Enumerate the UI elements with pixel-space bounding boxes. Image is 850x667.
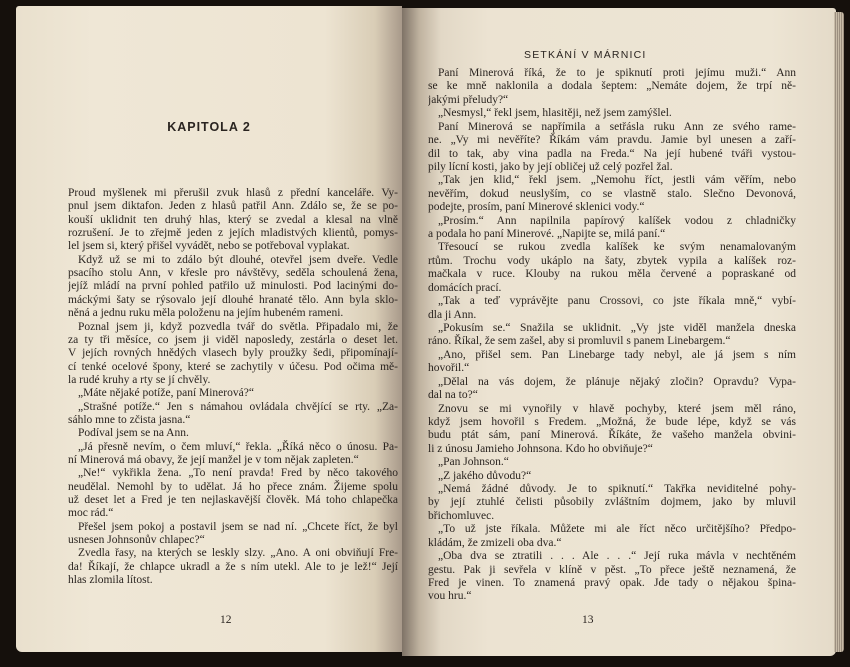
text-line: ne. „Vy mi nevěříte? Říkám vám pravdu. Jamie byl unesen a zaří- — [428, 134, 796, 147]
text-line: li z únosu Jamieho Johnsona. Kdo ho obviňuje?“ — [428, 442, 653, 455]
text-line: kouší uklidnit ten druhý hlas, který se zvedal a klesal na vlně — [68, 213, 398, 226]
text-line: Podíval jsem se na Ann. — [78, 427, 189, 440]
text-line: a podala ho paní Minerové. „Napijte se, milá paní.“ — [428, 228, 666, 241]
text-line: „Nemá žádné důvody. Je to spiknutí.“ Takřka neviditelné pohy- — [438, 483, 796, 496]
text-line: pnul jsem diktafon. Jeden z hlasů patřil Ann. Zdálo se, že se po- — [68, 200, 398, 213]
text-line: už deset let a Fred je ten nejlaskavější člověk. Má toho chlapečka — [68, 494, 398, 507]
text-line: neudělal. Nemohl by to udělat. Já ho přece znám. Žijeme spolu — [68, 480, 398, 493]
text-line: dla ji Ann. — [428, 308, 477, 321]
text-line: lel jsem si, který přišel vyvádět, nebo se potřeboval vyplakat. — [68, 240, 350, 253]
text-line: Paní Minerová říká, že to je spiknutí proti jejímu muži.“ Ann — [438, 67, 796, 79]
text-line: Proud myšlenek mi přerušil zvuk hlasů z přední kanceláře. Vy- — [68, 187, 398, 199]
text-line: „Dělal na vás dojem, že plánuje nějaký zločin? Opravdu? Vypa- — [438, 375, 796, 388]
text-line: jakými přeludy?“ — [428, 93, 509, 106]
text-line: „Strašné potíže.“ Jen s námahou ovládala chvějící se rty. „Za- — [78, 400, 398, 413]
text-line: „Ano, přišel sem. Pan Linebarge tady nebyl, ale já jsem s ním — [438, 348, 796, 361]
text-line: Paní Minerová se napřímila a setřásla ruku Ann ze svého rame- — [438, 120, 796, 133]
text-line: „Oba dva se ztratili . . . Ale . . .“ Její ruka mávla v nechtěném — [438, 550, 796, 563]
page-number-left: 12 — [220, 614, 232, 626]
text-line: „Ne!“ vykřikla žena. „To není pravda! Fred by něco takového — [78, 467, 398, 480]
text-line: gestu. Pak ji sevřela v klíně v pěst. „To přece ještě neznamená, že — [428, 563, 796, 576]
page-number-right: 13 — [582, 614, 594, 626]
text-line: mačkala v ruce. Klouby na rukou měla červené a popraskané od — [428, 268, 796, 281]
text-line: za ty tři měsíce, co jsem ji viděl naposledy, zestárla o deset let. — [68, 333, 398, 346]
text-line: „To už jste říkala. Můžete mi ale říct něco určitějšího? Předpo- — [438, 523, 796, 536]
text-line: Znovu se mi vynořily v hlavě pochyby, které jsem měl ráno, — [438, 402, 796, 415]
text-line: „Pan Johnson.“ — [438, 456, 509, 469]
text-line: rtům. Trochu vody ukáplo na šaty, zbytek vypila a kalíšek roz- — [428, 254, 796, 267]
text-line: la rudé kruhy a rty se jí chvěly. — [68, 373, 211, 386]
text-line: „Tak jen klid,“ řekl jsem. „Nemohu říct, jestli vám věřím, nebo — [438, 174, 796, 187]
text-line: Fred je vinen. To znamená pravý opak. Jde tady o nějakou špina- — [428, 576, 796, 589]
text-line: vou hru.“ — [428, 590, 472, 603]
text-line: pily lícní kosti, jako by její obličej už celý pozřel žal. — [428, 160, 673, 173]
left-page — [16, 6, 402, 652]
text-line: domácích prací. — [428, 281, 502, 294]
text-line: břichomluvec. — [428, 509, 495, 522]
text-line: Přešel jsem pokoj a postavil jsem se nad ní. „Chcete říct, že byl — [78, 520, 398, 533]
text-line: Třesoucí se rukou zvedla kalíšek ke svým nenamalovaným — [438, 241, 796, 254]
text-line: „Nesmysl,“ řekl jsem, hlasitěji, než jsem zamýšlel. — [438, 107, 672, 120]
text-line: máckými šaty se rýsovalo její dlouhé hranaté tělo. Ann byla sklo- — [68, 293, 398, 306]
text-line: rozrušení. Je to zřejmě jeden z jejích mladistvých klientů, pomys- — [68, 227, 398, 240]
text-line: Když už se mi to zdálo být dlouhé, otevřel jsem dveře. Vedle — [78, 253, 398, 266]
text-line: se ke mně naklonila a dodala šeptem: „Nemáte dojem, že trpí ně- — [428, 80, 796, 93]
text-line: budu ptát sám, paní Minerová. Říkáte, že vašeho manžela obvini- — [428, 429, 796, 442]
text-line: „Prosím.“ Ann napilnila papírový kalíšek vodou z chladničky — [438, 214, 796, 227]
text-line: moc rád.“ — [68, 507, 114, 520]
text-line: něná a jednu ruku měla položenu na jejím hubeném rameni. — [68, 307, 344, 320]
chapter-title: KAPITOLA 2 — [167, 120, 251, 134]
text-line: usnesen Johnsonův chlapec?“ — [68, 534, 205, 547]
text-line: jejíž mládí na první pohled patřilo už minulosti. Pod lacinými do- — [68, 280, 398, 293]
text-line: sáhlo mne to zčista jasna.“ — [68, 413, 191, 426]
text-line: nevěřím, dokud neuslyším, co se vlastně stalo. Slečno Devonová, — [428, 187, 796, 200]
text-line: ní Minerová má obavy, že její manžel je v tom nějak zapleten.“ — [68, 454, 359, 466]
text-line: cí tenké ocelové špony, které se zachytily v účesu. Pod očima mě- — [68, 360, 398, 373]
text-line: „Máte nějaké potíže, paní Minerová?“ — [78, 387, 254, 400]
running-head: SETKÁNÍ V MÁRNICI — [524, 49, 647, 61]
text-line: „Z jakého důvodu?“ — [438, 469, 532, 482]
text-line: hlas zlomila lítost. — [68, 574, 153, 587]
text-line: když jsem hovořil s Fredem. „Možná, že bude lépe, když se vás — [428, 415, 796, 428]
text-line: hovořil.“ — [428, 362, 470, 375]
text-line: ráno. Říkal, že sem zašel, aby si promluvil s panem Linebargem.“ — [428, 335, 731, 348]
text-line: V jejích rovných hnědých vlasech byly proužky šedi, připomínají- — [68, 347, 398, 360]
right-page — [402, 8, 836, 656]
text-line: dil to tak, aby vina padla na Freda.“ Na její hubené tváři vystou- — [428, 147, 796, 160]
text-line: podejte, prosím, paní Minerové sklenici vody.“ — [428, 201, 645, 214]
text-line: „Tak a teď vyprávějte panu Crossovi, co jste říkala mně,“ vybí- — [438, 295, 796, 308]
text-line: Zvedla řasy, na kterých se leskly slzy. „Ano. A oni obviňují Fre- — [78, 547, 398, 560]
text-line: Poznal jsem ji, když pozvedla tvář do světla. Připadalo mi, že — [78, 320, 398, 333]
text-line: psacího stolu Ann, v křesle pro návštěvy, seděla schoulená žena, — [68, 267, 398, 280]
text-line: „Já přesně nevím, o čem mluví,“ řekla. „Říká něco o únosu. Pa- — [78, 440, 398, 453]
book-page-edges — [834, 12, 844, 652]
text-line: „Pokusím se.“ Snažila se uklidnit. „Vy jste viděl manžela dneska — [438, 321, 796, 334]
text-line: dal na to?“ — [428, 389, 478, 402]
text-line: da! Říkají, že chlapce ukradl a že s ním utekl. Ale to je lež!“ Její — [68, 560, 398, 573]
text-line: by její ztuhlé čelisti působily zvláštním dojmem, jako by mluvil — [428, 496, 796, 509]
text-line: kládám, že zmizeli oba dva.“ — [428, 536, 562, 549]
